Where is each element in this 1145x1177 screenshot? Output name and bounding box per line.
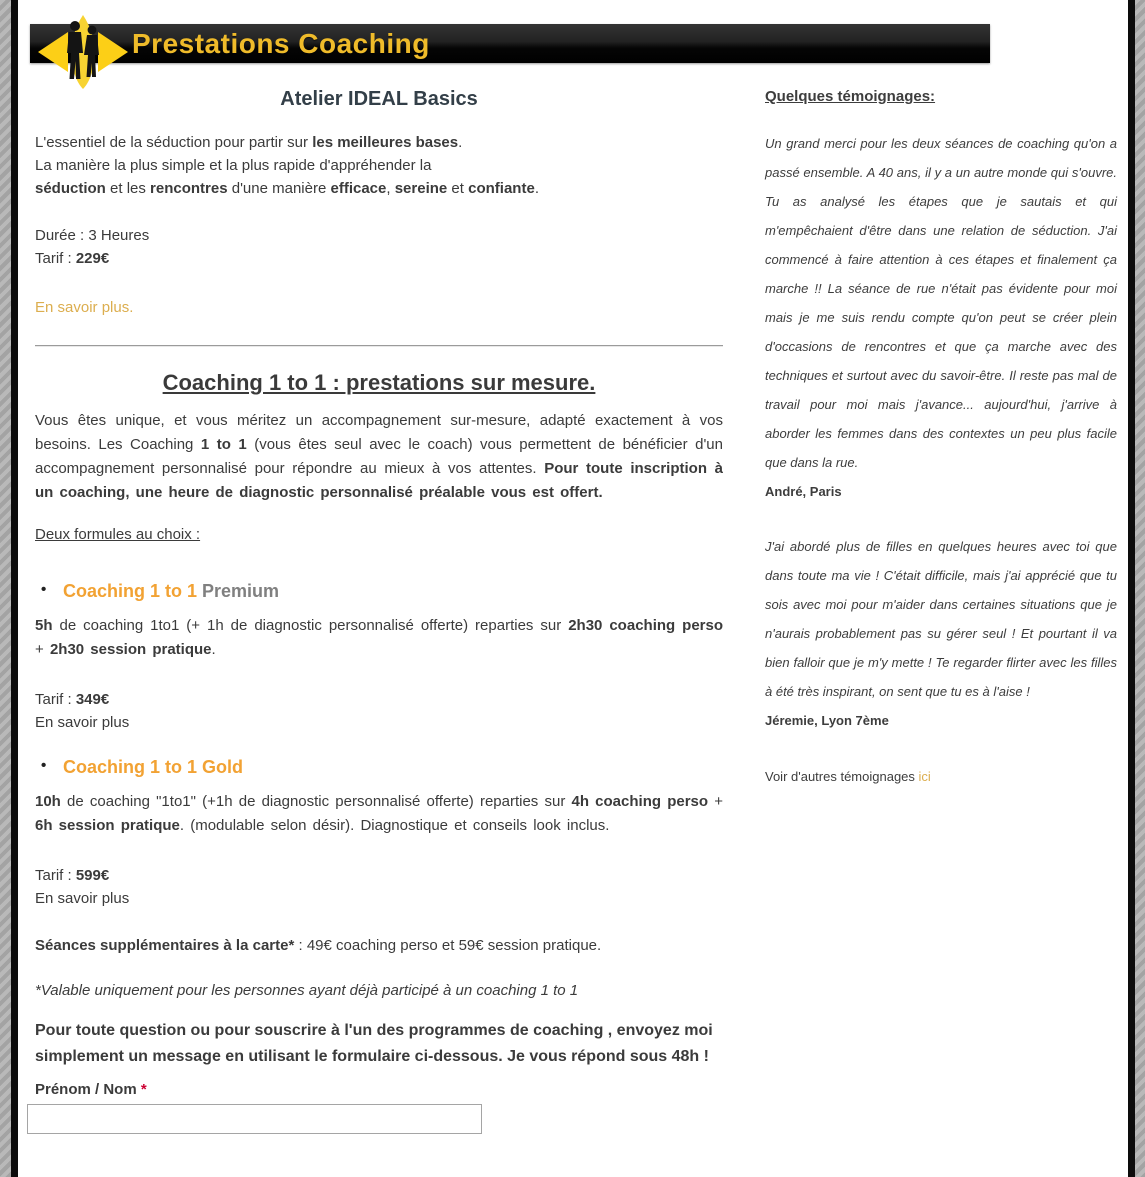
offer-gold: [35, 756, 723, 910]
testimonial-text: Un grand merci pour les deux séances de coaching qu'on a passé ensemble. A 40 ans, il y a un autre monde qui s'ouvre. Tu as analysé les étapes que je sautais et qui m'empêchaient d'être dans une relation de séduction. J'ai commencé à faire attention à ces étapes et finalement ça marche !! La séance de rue n'était pas évidente pour moi mais je me suis rendu compte qu'on peut se créer plein d'occasions de rencontres et que ça marche avec des techniques et surtout avec du savoir-être. Il reste pas mal de travail pour moi mais j'avance... aujourd'hui, j'arrive à aborder les femmes dans des contextes un peu plus facile que dans la rue.: [765, 136, 1117, 470]
atelier-intro-line: L'essentiel de la séduction pour partir sur les meilleures bases.: [35, 134, 463, 151]
testimonial-item: [765, 532, 1117, 735]
main-content: [35, 88, 723, 1134]
atelier-intro-line: La manière la plus simple et la plus rapide d'appréhender la: [35, 157, 432, 174]
testimonial-item: [765, 129, 1117, 506]
atelier-meta: [35, 224, 723, 270]
couple-silhouettes-arrows-logo-icon[interactable]: [36, 13, 130, 91]
testimonials-sidebar: [765, 88, 1117, 789]
site-title: Prestations Coaching: [132, 28, 430, 59]
offer-premium-tarif: Tarif : 349€: [35, 691, 110, 708]
offer-gold-name-orange: Coaching 1 to 1 Gold: [63, 757, 244, 777]
atelier-title: Atelier IDEAL Basics: [280, 88, 478, 110]
atelier-tarif: Tarif : 229€: [35, 250, 110, 267]
atelier-intro: [35, 131, 723, 200]
right-gray-border: [1135, 0, 1145, 1177]
bullet-icon: •: [41, 757, 47, 774]
more-testimonials-text: Voir d'autres témoignages: [765, 769, 919, 784]
name-label-text: Prénom / Nom: [35, 1081, 141, 1098]
testimonials-title: Quelques témoignages:: [765, 88, 936, 105]
offer-gold-tarif: Tarif : 599€: [35, 867, 110, 884]
coaching-title: Coaching 1 to 1 : prestations sur mesure.: [162, 370, 596, 395]
section-divider: [35, 345, 723, 347]
offer-premium-name-gray: Premium: [202, 581, 280, 601]
left-black-border: [11, 0, 18, 1177]
offer-premium-more-link[interactable]: En savoir plus: [35, 714, 130, 731]
more-testimonials-line: [765, 765, 1117, 789]
atelier-intro-line: séduction et les rencontres d'une manière efficace, sereine et confiante.: [35, 180, 539, 197]
footnote: *Valable uniquement pour les personnes ayant déjà participé à un coaching 1 to 1: [35, 982, 579, 999]
atelier-duration: Durée : 3 Heures: [35, 227, 150, 244]
contact-cta: Pour toute question ou pour souscrire à l'un des programmes de coaching , envoyez moi simplement un message en utilisant le formulaire ci-dessous. Je vous répond sous 48h !: [35, 1022, 713, 1065]
offer-gold-title: [35, 756, 723, 778]
required-asterisk: *: [140, 1081, 147, 1098]
atelier-more-link[interactable]: En savoir plus.: [35, 299, 134, 316]
offer-gold-more-link[interactable]: En savoir plus: [35, 890, 130, 907]
left-gray-border: [0, 0, 11, 1177]
name-input[interactable]: [27, 1104, 482, 1134]
offer-premium-title: [35, 580, 723, 602]
coaching-intro: Vous êtes unique, et vous méritez un accompagnement sur-mesure, adapté exactement à vos besoins. Les Coaching 1 to 1 (vous êtes seul avec le coach) vous permettent de bénéficier d'un accompagnement personnalisé pour répondre au mieux à vos attentes. Pour toute inscription à un coaching, une heure de diagnostic personnalisé préalable vous est offert.: [35, 412, 723, 501]
more-testimonials-link[interactable]: ici: [918, 769, 931, 784]
testimonial-text: J'ai abordé plus de filles en quelques heures avec toi que dans toute ma vie ! C'était difficile, mais j'ai apprécié que tu sois avec moi pour m'aider dans certaines situations que je n'aurais probablement pas su gérer seul ! Et pourtant il va bien falloir que je m'y mette ! Te regarder flirter avec les filles à été très inspirant, on sent que tu es à l'aise !: [765, 539, 1117, 699]
name-field-label: [35, 1078, 723, 1102]
offer-premium-description: 5h de coaching 1to1 (+ 1h de diagnostic personnalisé offerte) reparties sur 2h30 coaching perso + 2h30 session pratique.: [35, 617, 723, 658]
offer-premium: [35, 580, 723, 734]
extra-sessions: Séances supplémentaires à la carte* : 49€ coaching perso et 59€ session pratique.: [35, 937, 602, 954]
offer-gold-description: 10h de coaching "1to1" (+1h de diagnostic personnalisé offerte) reparties sur 4h coaching perso + 6h session pratique. (modulable selon désir). Diagnostique et conseils look inclus.: [35, 793, 723, 834]
right-black-border: [1128, 0, 1135, 1177]
bullet-icon: •: [41, 581, 47, 598]
offer-premium-name-orange: Coaching 1 to 1: [63, 581, 203, 601]
testimonial-author: Jéremie, Lyon 7ème: [765, 713, 889, 728]
formules-label: Deux formules au choix :: [35, 526, 201, 543]
testimonial-author: André, Paris: [765, 484, 842, 499]
